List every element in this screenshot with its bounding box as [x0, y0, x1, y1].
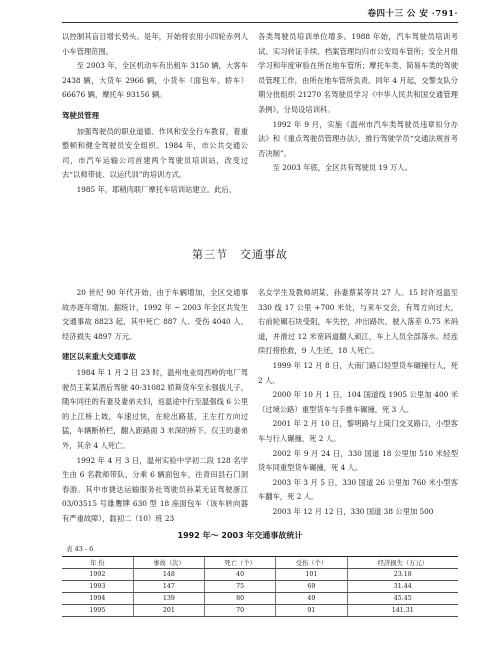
paragraph: 1984 年 1 月 2 日 23 时，温州电业局西岭的电厂驾驶员王某某酒后驾驶 40-31082 轿斯货车至永强拔儿子，随车同往的有妻及妻弟夫妇，返温途中行至温强线 6 公里的上江桥上坡，车速过快，在轮出路基，王左打方向过猛，车辆断桥栏，翻入距路面 3 米深的桥下。仅王的妻弟外，其余 4 人死亡。	[62, 367, 248, 450]
table-cell: 147	[133, 581, 204, 593]
table-cell: 40	[205, 569, 276, 581]
table-cell: 69	[276, 581, 347, 593]
table-cell: 1994	[62, 593, 133, 605]
paragraph: 各类驾驶员培训单位增多。1988 年始，汽车驾驶员培训考试、实习转证手续、档案管理均归市公安局车管所；安全月组学习和年度审验在所在地车管所；摩托车类、简易车类的驾驶员管理工作，由所在地车管所负责。同年 4 月起，交警支队分期分批组织 21270 名驾驶员学习《中华人民共和国交通管理条例》，分局设培训科。	[258, 32, 458, 114]
table-cell: 1995	[62, 605, 133, 617]
table-cell: 101	[276, 569, 347, 581]
paragraph: 1992 年 4 月 3 日，温州实验中学初二段 128 名学生由 6 名教师带队，分乘 6 辆面包车，往青田县石门洞春游。其中市捷达运输服务社驾驶员孙某无证驾驶浙江 03/03515 号雄鹰牌 630 型 18 座面包车（该车转向器有严重故障），载初二（10）班 23	[62, 455, 248, 523]
table-number: 表 43 - 6	[66, 545, 94, 553]
table-cell: 1992	[62, 569, 133, 581]
table-cell: 31.44	[347, 581, 458, 593]
paragraph: 2002 年 9 月 24 日，330 国道 18 公里加 510 米轻型货车同重型货车碾撞，死 4 人。	[258, 448, 458, 473]
accident-statistics-table	[62, 556, 458, 617]
paragraph: 2003 年 3 月 5 日，330 国道 26 公里加 760 米小型客车翻车，死 2 人。	[258, 477, 458, 502]
running-head: 卷四十三 公 安 ·791·	[367, 9, 458, 19]
table-caption: 1992 年～ 2003 年交通事故统计	[177, 531, 303, 540]
column-header-economic-loss: 经济损失（万元）	[347, 557, 458, 569]
paragraph: 加强驾驶员的职业道德、作风和安全行车教育，着重整顿和健全驾驶员安全组织。1984 年，市公共交通公司，市汽车运输公司首建两个驾驶员培训站，改变过去“以师带徒、以运代训”的培训方式。	[62, 126, 248, 180]
top-right-column	[258, 30, 458, 176]
paragraph: 以控制其盲目增长势头。是年，开始将农用小四轮赤列人小车管理范围。	[62, 32, 248, 56]
section-title: 交通事故	[240, 248, 288, 261]
header-rule	[62, 22, 458, 23]
table-cell: 23.18	[347, 569, 458, 581]
column-header-accidents: 事故（次）	[133, 557, 204, 569]
table-cell: 139	[133, 593, 204, 605]
paragraph: 至 2003 年底，全区共有驾驶员 19 万人。	[272, 163, 412, 173]
bottom-right-column	[258, 286, 458, 520]
section-heading	[0, 246, 480, 262]
column-header-injuries: 受伤（个）	[276, 557, 347, 569]
paragraph: 名女学生及教师胡某、孙妻蔡某等共 27 人。15 时许返温至 330 线 17 公里 +700 米处，与来车交会，有驾方向过大，右前轮碾石块受阻，车失控，冲出路坎，驶入落差 0.75 米码道，并滑过 12 米宽码道翻人顽江，车上人员全部落水。经连续打捞抢救，9 人生还，18 人死亡。	[258, 288, 458, 356]
paragraph: 至 2003 年，全区机动车有出租车 3150 辆，大客车 2438 辆，大货车 2966 辆，小货车（面包车、轿车）66676 辆，摩托车 93156 辆。	[62, 61, 248, 100]
paragraph: 2001 年 2 月 10 日，黎明路与上陡门交叉路口，小型客车与行人碾撞，死 2 人。	[258, 419, 458, 443]
table-cell: 201	[133, 605, 204, 617]
column-header-deaths: 死亡（个）	[205, 557, 276, 569]
table-cell: 148	[133, 569, 204, 581]
table-cell: 91	[276, 605, 347, 617]
section-number: 第三节	[192, 248, 228, 261]
table-cell: 141.31	[347, 605, 458, 617]
paragraph: 1999 年 12 月 8 日，大南门路口轻型货车碾撞行人，死 2 人。	[258, 360, 458, 385]
bottom-left-column	[62, 286, 248, 527]
table-row	[62, 593, 458, 605]
table-cell: 45.45	[347, 593, 458, 605]
table-cell: 70	[205, 605, 276, 617]
table-cell: 80	[205, 593, 276, 605]
table-cell: 49	[276, 593, 347, 605]
table-row	[62, 581, 458, 593]
table-cell: 1993	[62, 581, 133, 593]
paragraph: 2003 年 12 月 12 日，330 国道 38 公里加 500	[272, 506, 434, 516]
column-header-year: 年 份	[62, 557, 133, 569]
table-header-row	[62, 557, 458, 569]
paragraph: 20 世纪 90 年代开始，由于车辆增加，全区交通事故亦逐年增加。据统计，1992 年 ~ 2003 年全区共发生交通事故 8823 起，其中死亡 887 人、受伤 4040 人，经济损失 4897 万元。	[62, 288, 248, 341]
paragraph: 1985 年，耶稍肉联厂摩托车培训站建立。此后，	[76, 184, 237, 194]
subheading-major-accidents: 建区以来重大交通事故	[62, 352, 136, 362]
subheading-driver-management: 驾驶员管理	[62, 110, 99, 120]
paragraph: 1992 年 9 月，实施《温州市汽车类驾驶员违章扣分办法》和《重点驾驶员管理办法》，推行驾驶学员“交通法规首考否决制”。	[258, 119, 458, 158]
table-row	[62, 569, 458, 581]
table-row	[62, 605, 458, 617]
paragraph: 2000 年 10 月 1 日，104 国道线 1905 公里加 400 米（过境公路）重型货车与手推车碾撞，死 3 人。	[258, 390, 458, 414]
top-left-column	[62, 30, 248, 198]
table-cell: 75	[205, 581, 276, 593]
